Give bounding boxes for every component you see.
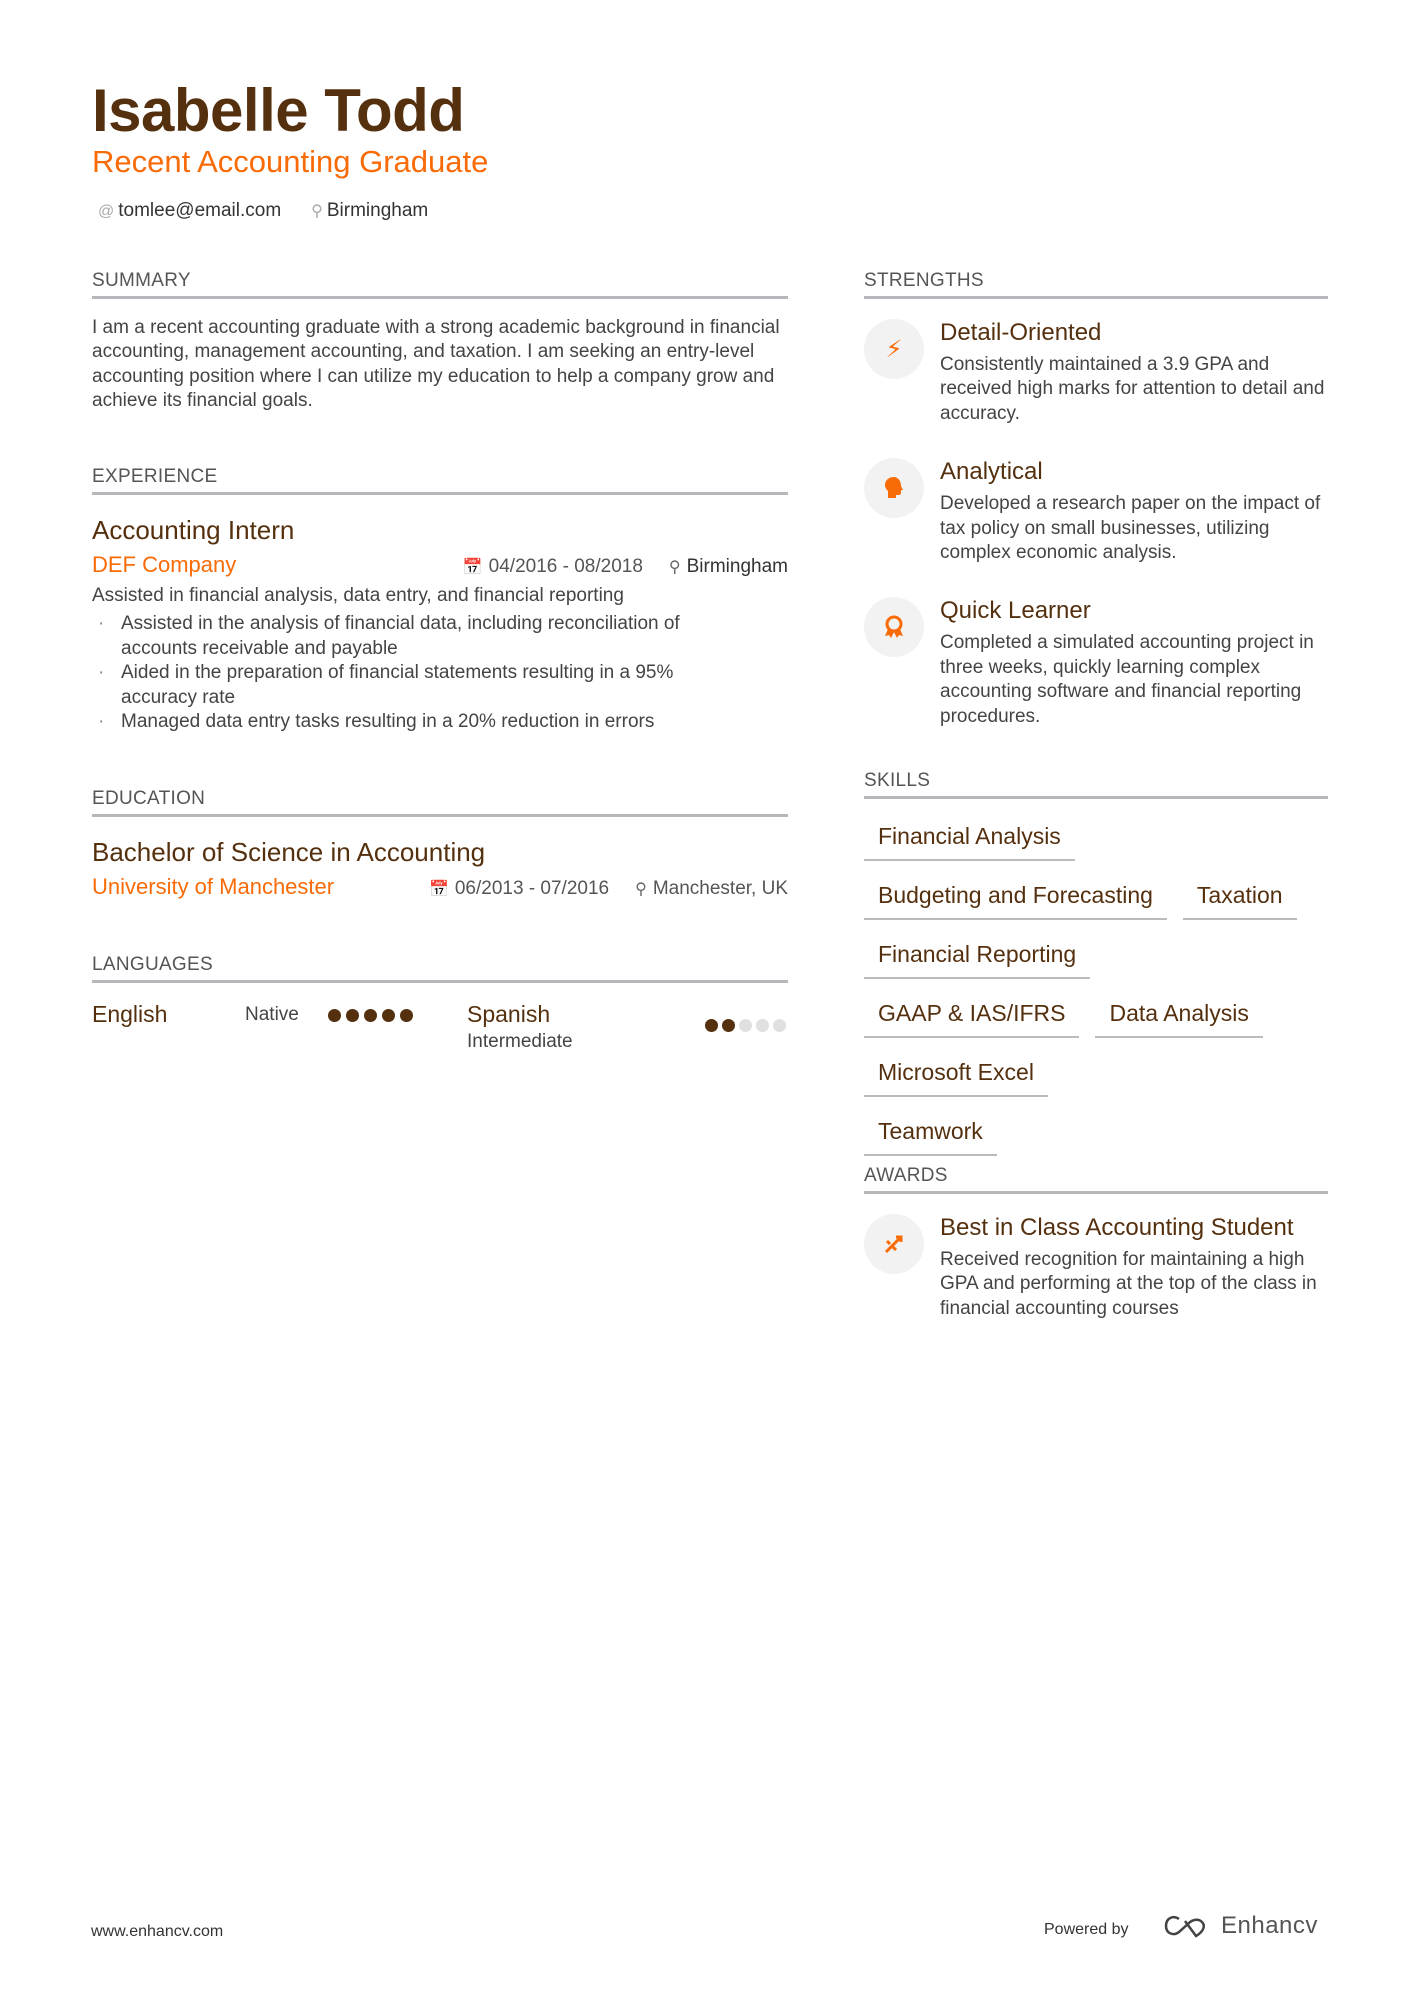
job-dates: 04/2016 - 08/2018 xyxy=(488,556,643,577)
skills-section xyxy=(864,770,1328,1177)
skill-tag: Financial Reporting xyxy=(864,941,1090,979)
skills-list xyxy=(864,823,1328,1177)
language-rating xyxy=(328,1009,413,1022)
calendar-icon: 📅 xyxy=(462,559,483,576)
section-heading: STRENGTHS xyxy=(864,270,1328,299)
job-location: Birmingham xyxy=(686,556,788,577)
award-item xyxy=(864,1214,1328,1321)
section-heading: AWARDS xyxy=(864,1165,1328,1194)
skill-tag: Financial Analysis xyxy=(864,823,1075,861)
strength-item xyxy=(864,597,1328,729)
summary-text: I am a recent accounting graduate with a strong academic background in financial accounting, management accounting, and taxation. I am seeking an entry-level accounting position where I can utilize my education to help a company grow and achieve its financial goals. xyxy=(92,317,780,412)
strength-text: Developed a research paper on the impact of tax policy on small businesses, utilizing complex economic analysis. xyxy=(940,493,1321,564)
award-ribbon-icon xyxy=(864,597,924,657)
strength-text: Completed a simulated accounting project in three weeks, quickly learning complex accounting software and financial reporting procedures. xyxy=(940,632,1314,727)
contact-info xyxy=(98,200,428,222)
school-name: University of Manchester xyxy=(92,874,335,899)
location xyxy=(311,200,428,222)
lightning-icon: ⚡︎ xyxy=(864,319,924,379)
location-pin-icon: ⚲ xyxy=(668,559,681,576)
language-rating xyxy=(705,1019,786,1032)
language-level: Intermediate xyxy=(467,1031,573,1052)
section-heading: EDUCATION xyxy=(92,788,788,817)
strength-title: Analytical xyxy=(940,458,1043,486)
powered-by: Powered by xyxy=(1044,1921,1129,1938)
skill-tag: GAAP & IAS/IFRS xyxy=(864,1000,1079,1038)
strength-text: Consistently maintained a 3.9 GPA and received high marks for attention to detail and accuracy. xyxy=(940,354,1325,424)
rating-dot xyxy=(722,1019,735,1032)
rating-dot xyxy=(346,1009,359,1022)
award-text: Received recognition for maintaining a high GPA and performing at the top of the class in financial accounting courses xyxy=(940,1249,1317,1319)
rating-dot xyxy=(328,1009,341,1022)
at-icon: @ xyxy=(98,203,115,220)
pencil-ruler-icon xyxy=(864,1214,924,1274)
section-heading: LANGUAGES xyxy=(92,954,788,983)
language-level: Native xyxy=(245,1004,299,1025)
edu-dates: 06/2013 - 07/2016 xyxy=(454,878,610,899)
strength-title: Quick Learner xyxy=(940,597,1091,625)
rating-dot xyxy=(705,1019,718,1032)
rating-dot xyxy=(382,1009,395,1022)
degree: Bachelor of Science in Accounting xyxy=(92,837,486,867)
location-pin-icon: ⚲ xyxy=(635,881,647,898)
language-name: Spanish xyxy=(467,1001,551,1027)
skill-tag: Budgeting and Forecasting xyxy=(864,882,1167,920)
strength-title: Detail-Oriented xyxy=(940,319,1102,346)
skill-tag: Taxation xyxy=(1183,882,1297,920)
strength-item xyxy=(864,458,1328,565)
experience-section xyxy=(92,466,788,734)
section-heading: SUMMARY xyxy=(92,270,788,299)
summary-section xyxy=(92,270,788,414)
candidate-title: Recent Accounting Graduate xyxy=(92,144,489,179)
job-description: Assisted in financial analysis, data entry, and financial reporting xyxy=(92,585,624,606)
education-section xyxy=(92,788,788,900)
company-name: DEF Company xyxy=(92,552,237,577)
section-heading: SKILLS xyxy=(864,770,1328,799)
email[interactable] xyxy=(98,200,281,222)
bullet-item: · Assisted in the analysis of financial data, including reconciliation of accounts receivable and payable xyxy=(92,612,748,661)
job-role: Accounting Intern xyxy=(92,515,295,545)
location-text: Birmingham xyxy=(326,200,429,221)
enhancv-brand: Enhancv xyxy=(1221,1912,1318,1939)
languages-section xyxy=(92,954,788,1081)
email-text: tomlee@email.com xyxy=(118,200,282,221)
skill-tag: Data Analysis xyxy=(1095,1000,1262,1038)
rating-dot xyxy=(400,1009,413,1022)
footer-url[interactable]: www.enhancv.com xyxy=(91,1923,224,1940)
rating-dot xyxy=(756,1019,769,1032)
bullet-item: · Aided in the preparation of financial statements resulting in a 95% accuracy rate xyxy=(92,661,748,710)
skill-tag: Microsoft Excel xyxy=(864,1059,1048,1097)
language-name: English xyxy=(92,1001,168,1027)
job-bullets xyxy=(92,612,788,734)
location-pin-icon: ⚲ xyxy=(311,203,323,220)
strength-item xyxy=(864,319,1328,426)
edu-location: Manchester, UK xyxy=(652,878,788,899)
bullet-item: · Managed data entry tasks resulting in a 20% reduction in errors xyxy=(92,710,748,734)
strengths-section xyxy=(864,270,1328,761)
section-heading: EXPERIENCE xyxy=(92,466,788,495)
skill-tag: Teamwork xyxy=(864,1118,997,1156)
enhancv-logo-icon xyxy=(1163,1913,1211,1939)
calendar-icon: 📅 xyxy=(428,881,449,898)
brain-head-icon xyxy=(864,458,924,518)
rating-dot xyxy=(739,1019,752,1032)
award-title: Best in Class Accounting Student xyxy=(940,1214,1294,1241)
enhancv-logo[interactable] xyxy=(1163,1912,1318,1940)
rating-dot xyxy=(364,1009,377,1022)
candidate-name: Isabelle Todd xyxy=(92,77,465,144)
rating-dot xyxy=(773,1019,786,1032)
awards-section xyxy=(864,1165,1328,1353)
